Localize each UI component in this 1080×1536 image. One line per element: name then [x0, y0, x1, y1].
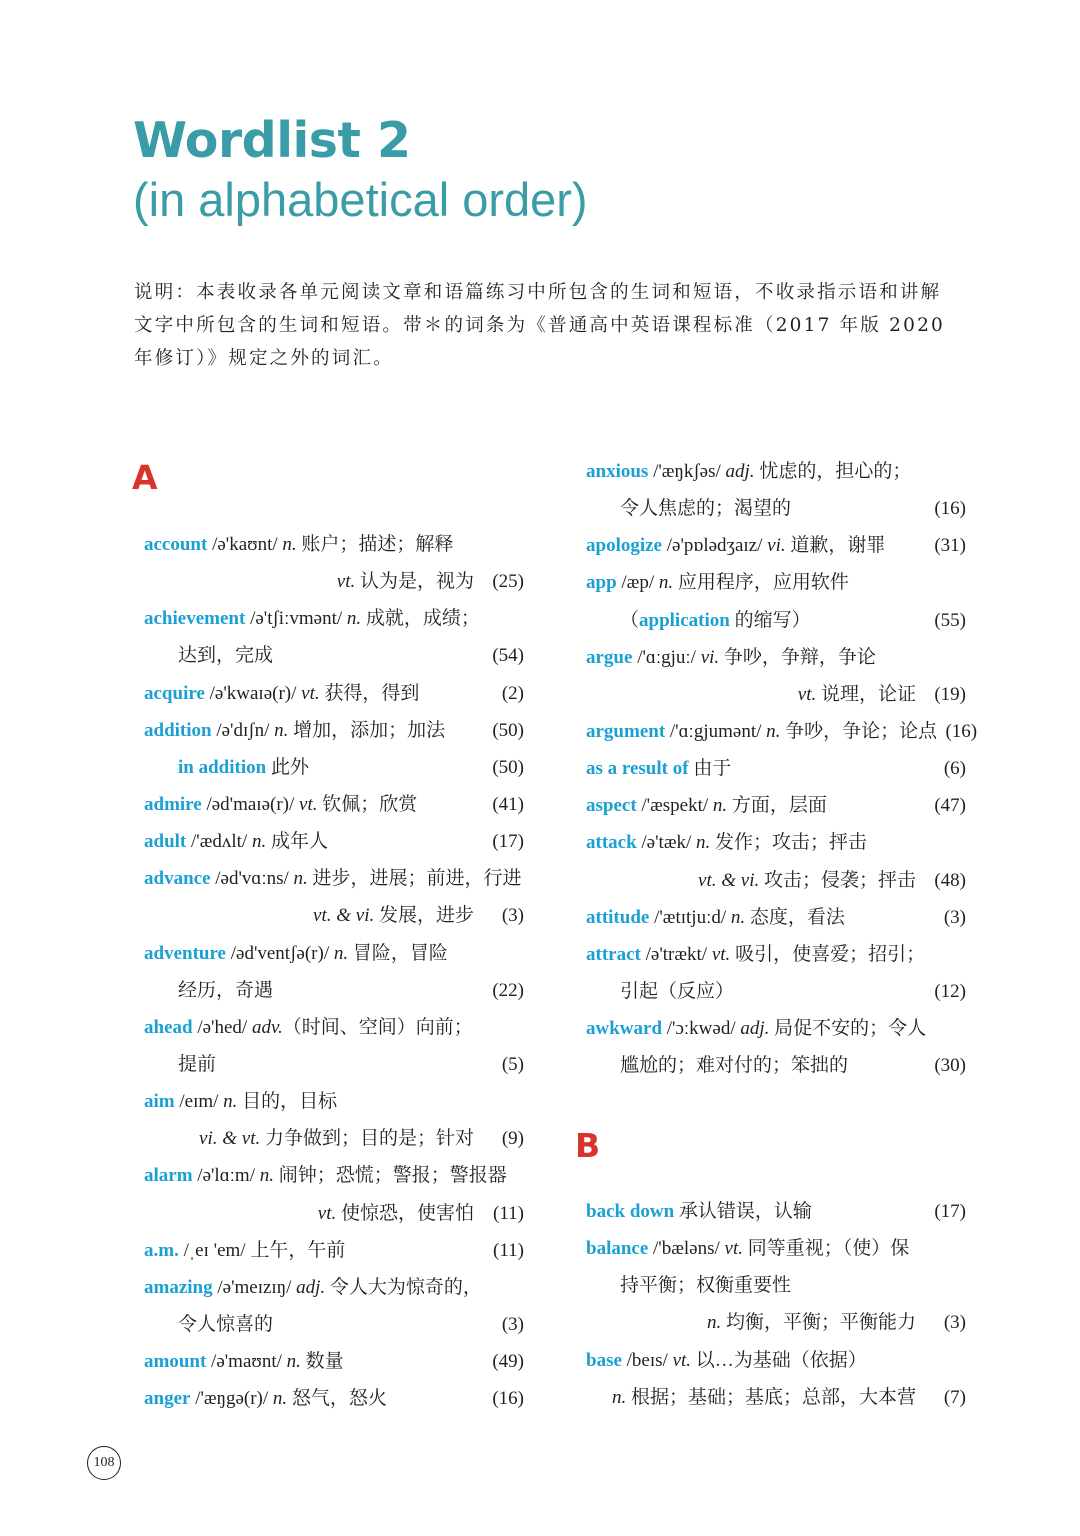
- part-of-speech: vt.: [299, 793, 318, 815]
- headword: attack: [586, 832, 637, 854]
- headword: back down: [586, 1201, 675, 1222]
- phonetic: /'ɔːkwəd/: [662, 1018, 741, 1040]
- wordlist-right-column: [586, 453, 978, 1084]
- definition: 认为是，视为: [355, 571, 474, 593]
- unit-reference: (48): [934, 869, 966, 891]
- phonetic: /ə'hed/: [192, 1016, 252, 1038]
- definition: 发展，进步: [374, 905, 474, 927]
- headword: anxious: [586, 461, 649, 482]
- entry-text: [144, 1343, 484, 1380]
- headword: aspect: [586, 795, 637, 817]
- headword: achievement: [144, 608, 246, 630]
- unit-reference: (47): [934, 795, 966, 817]
- part-of-speech: vt.: [317, 1202, 337, 1224]
- definition: 令人大为惊奇的，: [325, 1276, 482, 1298]
- part-of-speech: n.: [282, 534, 297, 555]
- part-of-speech: n.: [730, 906, 746, 928]
- entry-text: [144, 1232, 484, 1269]
- unit-reference: (25): [492, 571, 524, 593]
- entry-line: [586, 862, 966, 899]
- unit-reference: (2): [501, 682, 524, 704]
- headword: attitude: [586, 906, 650, 928]
- entry-text: [144, 1306, 484, 1343]
- unit-reference: (50): [492, 756, 524, 778]
- unit-reference: (17): [492, 831, 524, 853]
- definition: 忧虑的，担心的；: [754, 461, 912, 482]
- entry-text: [586, 1047, 926, 1084]
- part-of-speech: n.: [658, 572, 674, 594]
- definition: 方面，层面: [727, 795, 827, 817]
- unit-reference: (3): [943, 906, 966, 928]
- part-of-speech: vt.: [711, 943, 731, 965]
- part-of-speech: vt. & vi.: [313, 905, 375, 927]
- entry-line: [586, 1047, 966, 1084]
- entry-line: [586, 1342, 966, 1379]
- definition: 经历，奇遇: [178, 979, 274, 1001]
- entry-line: [586, 1010, 966, 1047]
- definition: 成就，成绩；: [361, 608, 480, 630]
- entry-text: [144, 860, 522, 897]
- entry-line: [144, 526, 524, 563]
- entry-line: [586, 602, 966, 639]
- entry-text: [144, 1269, 484, 1306]
- entry-text: [586, 824, 926, 861]
- entry-line: [144, 1195, 524, 1232]
- entry-line: [586, 899, 966, 936]
- unit-reference: (16): [945, 720, 978, 742]
- entry-text: [144, 600, 484, 637]
- entry-text: [144, 749, 484, 786]
- unit-reference: (9): [501, 1128, 524, 1150]
- definition: 根据；基础；基底；总部，大本营: [626, 1386, 916, 1408]
- phonetic: /ə'meɪzɪŋ/: [212, 1276, 297, 1298]
- entry-line: [144, 1083, 524, 1120]
- headword: advance: [144, 868, 211, 890]
- unit-reference: (6): [943, 758, 966, 780]
- wordlist-b-column: [586, 1193, 966, 1416]
- unit-reference: (16): [492, 1388, 524, 1410]
- entry-text: [144, 1120, 484, 1157]
- unit-reference: (41): [492, 793, 524, 815]
- definition: 攻击；侵袭；抨击: [759, 869, 916, 891]
- headword: argument: [586, 720, 666, 742]
- entry-line: [144, 1232, 524, 1269]
- entry-line: [586, 1379, 966, 1416]
- definition: 提前: [178, 1053, 217, 1075]
- entry-line: [144, 675, 524, 712]
- entry-line: [586, 453, 966, 490]
- definition: 以…为基础（依据）: [691, 1349, 867, 1371]
- entry-line: [586, 713, 978, 750]
- part-of-speech: vi. & vt.: [199, 1128, 261, 1150]
- entry-text: [144, 1195, 484, 1232]
- unit-reference: (3): [501, 1313, 524, 1335]
- entry-line: [586, 1193, 966, 1230]
- entry-line: [144, 972, 524, 1009]
- entry-text: [144, 563, 484, 600]
- definition: 说理，论证: [816, 683, 916, 705]
- definition: 发作；攻击；抨击: [710, 832, 868, 854]
- unit-reference: (16): [934, 498, 966, 520]
- headword: admire: [144, 793, 202, 815]
- part-of-speech: n.: [259, 1165, 274, 1187]
- entry-line: [144, 1343, 524, 1380]
- headword: amazing: [144, 1276, 213, 1298]
- phonetic: /ə'tæk/: [636, 832, 697, 854]
- headword: aim: [144, 1091, 175, 1113]
- wordlist-left-column: [144, 526, 524, 1417]
- definition: 局促不安的；令人: [769, 1018, 927, 1040]
- entry-line: [144, 1306, 524, 1343]
- part-of-speech: adv.: [251, 1016, 283, 1038]
- entry-text: [586, 453, 926, 490]
- phonetic: /'ædʌlt/: [186, 831, 252, 853]
- entry-text: [144, 1380, 484, 1417]
- headword: application: [639, 609, 730, 631]
- entry-line: [586, 639, 966, 676]
- phonetic: /'ɑːgjuː/: [632, 646, 701, 668]
- entry-line: [144, 935, 524, 972]
- entry-line: [586, 1230, 966, 1267]
- definition: 闹钟；恐慌；警报；警报器: [273, 1165, 507, 1187]
- part-of-speech: n.: [712, 795, 728, 817]
- entry-line: [586, 1304, 966, 1341]
- entry-line: [144, 749, 524, 786]
- entry-text: [586, 862, 926, 899]
- definition: 目的，目标: [237, 1091, 338, 1113]
- headword: a.m.: [144, 1239, 179, 1261]
- page-title: Wordlist 2: [133, 112, 411, 169]
- unit-reference: (11): [493, 1202, 524, 1224]
- headword: ahead: [144, 1016, 193, 1038]
- unit-reference: (55): [934, 609, 966, 631]
- entry-line: [586, 490, 966, 527]
- unit-reference: (50): [492, 719, 524, 741]
- part-of-speech: vt.: [797, 683, 817, 705]
- entry-line: [144, 712, 524, 749]
- definition: （时间、空间）向前；: [282, 1016, 473, 1038]
- entry-line: [586, 936, 966, 973]
- entry-line: [144, 637, 524, 674]
- part-of-speech: adj.: [296, 1276, 326, 1298]
- entry-text: [586, 899, 926, 936]
- phonetic: /beɪs/: [621, 1349, 673, 1371]
- part-of-speech: n.: [251, 831, 267, 853]
- entry-text: [586, 713, 937, 750]
- definition: 数量: [300, 1351, 344, 1373]
- headword: attract: [586, 943, 641, 965]
- part-of-speech: vt.: [724, 1238, 744, 1260]
- entry-text: [586, 676, 926, 713]
- part-of-speech: adj.: [740, 1018, 770, 1040]
- phonetic: /ə'pɒlədʒaɪz/: [662, 535, 768, 557]
- entry-line: [586, 527, 966, 564]
- definition: 冒险，冒险: [348, 942, 448, 964]
- entry-text: [144, 823, 484, 860]
- section-letter-a: A: [132, 458, 158, 497]
- unit-reference: (30): [934, 1055, 966, 1077]
- headword: in addition: [178, 756, 267, 778]
- entry-line: [144, 1046, 524, 1083]
- definition: 怒气，怒火: [287, 1388, 387, 1410]
- phonetic: /'æŋkʃəs/: [648, 461, 726, 482]
- definition: 达到，完成: [178, 645, 274, 667]
- phonetic: /əd'maɪə(r)/: [201, 793, 300, 815]
- entry-text: [586, 490, 926, 527]
- entry-text: [586, 787, 926, 824]
- unit-reference: (54): [492, 645, 524, 667]
- definition: 吸引，使喜爱；招引；: [730, 943, 926, 965]
- headword: balance: [586, 1238, 649, 1260]
- part-of-speech: n.: [272, 1388, 288, 1410]
- definition: 由于: [688, 758, 732, 780]
- entry-line: [144, 860, 524, 897]
- entry-text: [586, 1010, 926, 1047]
- phonetic: /ə'maʊnt/: [206, 1351, 287, 1373]
- phonetic: /ə'kaʊnt/: [207, 534, 283, 555]
- phonetic: /'æspekt/: [636, 795, 713, 817]
- part-of-speech: n.: [766, 720, 781, 742]
- entry-line: [586, 787, 966, 824]
- headword: base: [586, 1349, 622, 1371]
- headword: account: [144, 534, 208, 555]
- headword: anger: [144, 1388, 191, 1410]
- part-of-speech: vi.: [700, 646, 720, 668]
- definition: 力争做到；目的是；针对: [260, 1128, 474, 1150]
- entry-line: [144, 1269, 524, 1306]
- phonetic: /'bæləns/: [648, 1238, 725, 1260]
- phonetic: /əd'ventʃə(r)/: [225, 942, 334, 964]
- entry-line: [586, 676, 966, 713]
- intro-note: 说明：本表收录各单元阅读文章和语篇练习中所包含的生词和短语，不收录指示语和讲解文字中所包含的生词和短语。带＊的词条为《普通高中英语课程标准（2017 年版 2020 年修订）》规定之外的词汇。: [134, 282, 946, 369]
- headword: adult: [144, 831, 187, 853]
- definition: 增加，添加；加法: [288, 719, 446, 741]
- definition: 争吵，争论；论点: [780, 720, 938, 742]
- phonetic: /'æŋgə(r)/: [190, 1388, 273, 1410]
- part-of-speech: n.: [293, 868, 308, 890]
- entry-line: [144, 1157, 524, 1194]
- entry-line: [144, 1380, 524, 1417]
- entry-text: [586, 1230, 926, 1267]
- entry-text: [586, 973, 926, 1010]
- entry-text: [586, 564, 926, 601]
- part-of-speech: n.: [223, 1091, 238, 1113]
- part-of-speech: n.: [286, 1351, 301, 1373]
- definition: 上午，午前: [250, 1239, 346, 1261]
- page-subtitle: (in alphabetical order): [133, 173, 588, 226]
- definition: 使惊恐，使害怕: [336, 1202, 474, 1224]
- entry-text: [586, 1342, 926, 1379]
- page-number: 108: [87, 1446, 121, 1480]
- definition: 进步，进展；前进，行进: [307, 868, 522, 890]
- part-of-speech: n.: [696, 832, 711, 854]
- entry-text: [144, 712, 484, 749]
- entry-text: [586, 527, 926, 564]
- entry-text: [144, 1009, 484, 1046]
- entry-line: [144, 1120, 524, 1157]
- definition: 道歉，谢罪: [785, 535, 886, 557]
- unit-reference: (12): [934, 980, 966, 1002]
- definition: 获得，得到: [319, 682, 420, 704]
- phonetic: /ə'trækt/: [640, 943, 712, 965]
- entry-text: [144, 935, 484, 972]
- entry-text: [586, 1379, 926, 1416]
- phonetic: /'ɑːgjumənt/: [665, 720, 767, 742]
- phonetic: /əd'vɑːns/: [210, 868, 294, 890]
- entry-prefix: （: [620, 609, 640, 631]
- phonetic: /æp/: [616, 572, 659, 594]
- phonetic: /ə'dɪʃn/: [211, 719, 275, 741]
- entry-line: [144, 563, 524, 600]
- phonetic: /eɪm/: [174, 1091, 224, 1113]
- part-of-speech: adj.: [725, 461, 755, 482]
- phonetic: /'ætɪtjuːd/: [649, 906, 731, 928]
- entry-text: [144, 526, 484, 563]
- headword: addition: [144, 719, 212, 741]
- unit-reference: (3): [943, 1312, 966, 1334]
- entry-text: [586, 750, 926, 787]
- headword: awkward: [586, 1018, 663, 1040]
- definition: 争吵，争辩，争论: [719, 646, 876, 668]
- part-of-speech: n.: [333, 942, 349, 964]
- entry-line: [144, 786, 524, 823]
- definition: 引起（反应）: [620, 980, 735, 1002]
- phonetic: /ə'tʃiːvmənt/: [245, 608, 347, 630]
- definition: 账户；描述；解释: [296, 534, 454, 555]
- entry-line: [586, 824, 966, 861]
- headword: adventure: [144, 942, 226, 964]
- headword: amount: [144, 1351, 207, 1373]
- phonetic: /ˌeɪ 'em/: [178, 1239, 251, 1261]
- headword: as a result of: [586, 758, 689, 780]
- part-of-speech: vt.: [336, 571, 356, 593]
- definition: 同等重视；（使）保: [743, 1238, 910, 1260]
- phonetic: /ə'kwaɪə(r)/: [204, 682, 302, 704]
- entry-line: [144, 897, 524, 934]
- entry-text: [144, 786, 484, 823]
- entry-line: [144, 600, 524, 637]
- part-of-speech: n.: [611, 1386, 627, 1408]
- definition: 承认错误，认输: [674, 1201, 812, 1222]
- definition: 态度，看法: [745, 906, 845, 928]
- entry-text: [586, 1304, 926, 1341]
- entry-text: [586, 602, 926, 639]
- unit-reference: (17): [934, 1201, 966, 1222]
- entry-line: [586, 1267, 966, 1304]
- definition: 此外: [266, 756, 309, 778]
- part-of-speech: n.: [706, 1312, 722, 1334]
- phonetic: /ə'lɑːm/: [192, 1165, 260, 1187]
- part-of-speech: vt.: [301, 682, 320, 704]
- definition: 尴尬的；难对付的；笨拙的: [620, 1055, 849, 1077]
- part-of-speech: vt.: [672, 1349, 692, 1371]
- section-letter-b: B: [575, 1126, 601, 1165]
- entry-text: [144, 1083, 484, 1120]
- entry-line: [586, 973, 966, 1010]
- definition: 令人焦虑的；渴望的: [620, 498, 792, 520]
- entry-text: [144, 675, 484, 712]
- unit-reference: (19): [934, 683, 966, 705]
- headword: acquire: [144, 682, 205, 704]
- unit-reference: (31): [934, 535, 966, 557]
- entry-text: [144, 1157, 507, 1194]
- entry-text: [586, 639, 926, 676]
- part-of-speech: n.: [346, 608, 362, 630]
- part-of-speech: n.: [274, 719, 289, 741]
- definition: 应用程序，应用软件: [673, 572, 849, 594]
- definition: 钦佩；欣赏: [317, 793, 418, 815]
- entry-text: [586, 936, 926, 973]
- unit-reference: (49): [492, 1351, 524, 1373]
- entry-line: [586, 564, 966, 601]
- entry-line: [144, 823, 524, 860]
- unit-reference: (5): [501, 1053, 524, 1075]
- entry-line: [586, 750, 966, 787]
- entry-text: [586, 1267, 926, 1304]
- definition: 均衡，平衡；平衡能力: [721, 1312, 916, 1334]
- definition: 持平衡；权衡重要性: [620, 1275, 792, 1297]
- headword: alarm: [144, 1165, 193, 1187]
- headword: argue: [586, 646, 633, 668]
- entry-text: [144, 897, 484, 934]
- unit-reference: (3): [501, 905, 524, 927]
- headword: app: [586, 572, 617, 594]
- entry-text: [144, 1046, 484, 1083]
- unit-reference: (11): [493, 1239, 524, 1261]
- headword: apologize: [586, 535, 662, 557]
- part-of-speech: vt. & vi.: [698, 869, 760, 891]
- unit-reference: (22): [492, 979, 524, 1001]
- definition: 令人惊喜的: [178, 1313, 274, 1335]
- entry-text: [586, 1193, 926, 1230]
- unit-reference: (7): [943, 1386, 966, 1408]
- entry-text: [144, 637, 484, 674]
- part-of-speech: vi.: [767, 535, 786, 557]
- definition: 成年人: [266, 831, 328, 853]
- entry-text: [144, 972, 484, 1009]
- definition: 的缩写）: [729, 609, 811, 631]
- entry-line: [144, 1009, 524, 1046]
